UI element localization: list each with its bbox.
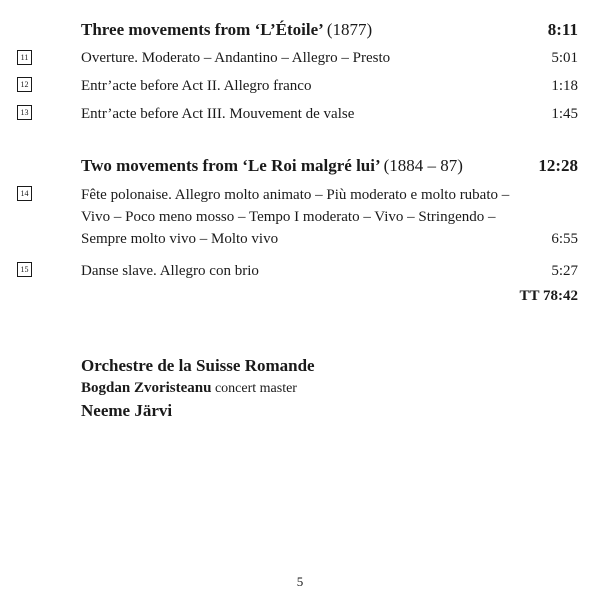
track-duration: 5:01 [551,50,578,66]
track-duration: 1:45 [551,106,578,122]
track-duration: 5:27 [551,263,578,279]
track-number-box: 15 [17,262,32,277]
section-duration: 8:11 [547,20,578,39]
track-row [81,47,578,69]
track-title: Entr’acte before Act II. Allegro franco [81,78,312,94]
track-duration: 1:18 [551,78,578,94]
track-title: Overture. Moderato – Andantino – Allegro – Presto [81,50,391,66]
track-title-line: Sempre molto vivo – Molto vivo [81,231,279,247]
section-year: (1877) [326,20,373,39]
track-row [81,260,578,282]
track-title: Entr’acte before Act III. Mouvement de valse [81,106,355,122]
track-title: Danse slave. Allegro con brio [81,263,259,279]
track-duration: 6:55 [551,231,578,247]
section-duration: 12:28 [538,156,578,175]
track-row [81,75,578,97]
section-title: Two movements from ‘Le Roi malgré lui’ [81,156,380,175]
track-number-box: 12 [17,77,32,92]
track-row [81,184,578,250]
track-title-line: Fête polonaise. Allegro molto animato – Più moderato e molto rubato – [81,187,510,203]
concertmaster-name: Bogdan Zvoristeanu [81,380,212,396]
section-year: (1884 – 87) [383,156,463,175]
conductor-name: Neeme Järvi [81,401,173,420]
track-number-box: 13 [17,105,32,120]
section-title: Three movements from ‘L’Étoile’ [81,20,323,39]
track-title-last-line [81,228,578,250]
track-number-box: 11 [17,50,32,65]
section-heading-roi-malgre-lui [81,155,578,177]
section-heading-etoile [81,19,578,41]
concertmaster-line [81,377,315,400]
orchestra-name: Orchestre de la Suisse Romande [81,356,315,375]
total-time: TT 78:42 [519,288,578,304]
track-number-box: 14 [17,186,32,201]
track-row [81,103,578,125]
performer-credits [81,355,315,422]
page-number: 5 [296,574,304,589]
track-title-line: Vivo – Poco meno mosso – Tempo I moderato – Vivo – Stringendo – [81,209,496,225]
concertmaster-role: concert master [214,381,297,396]
